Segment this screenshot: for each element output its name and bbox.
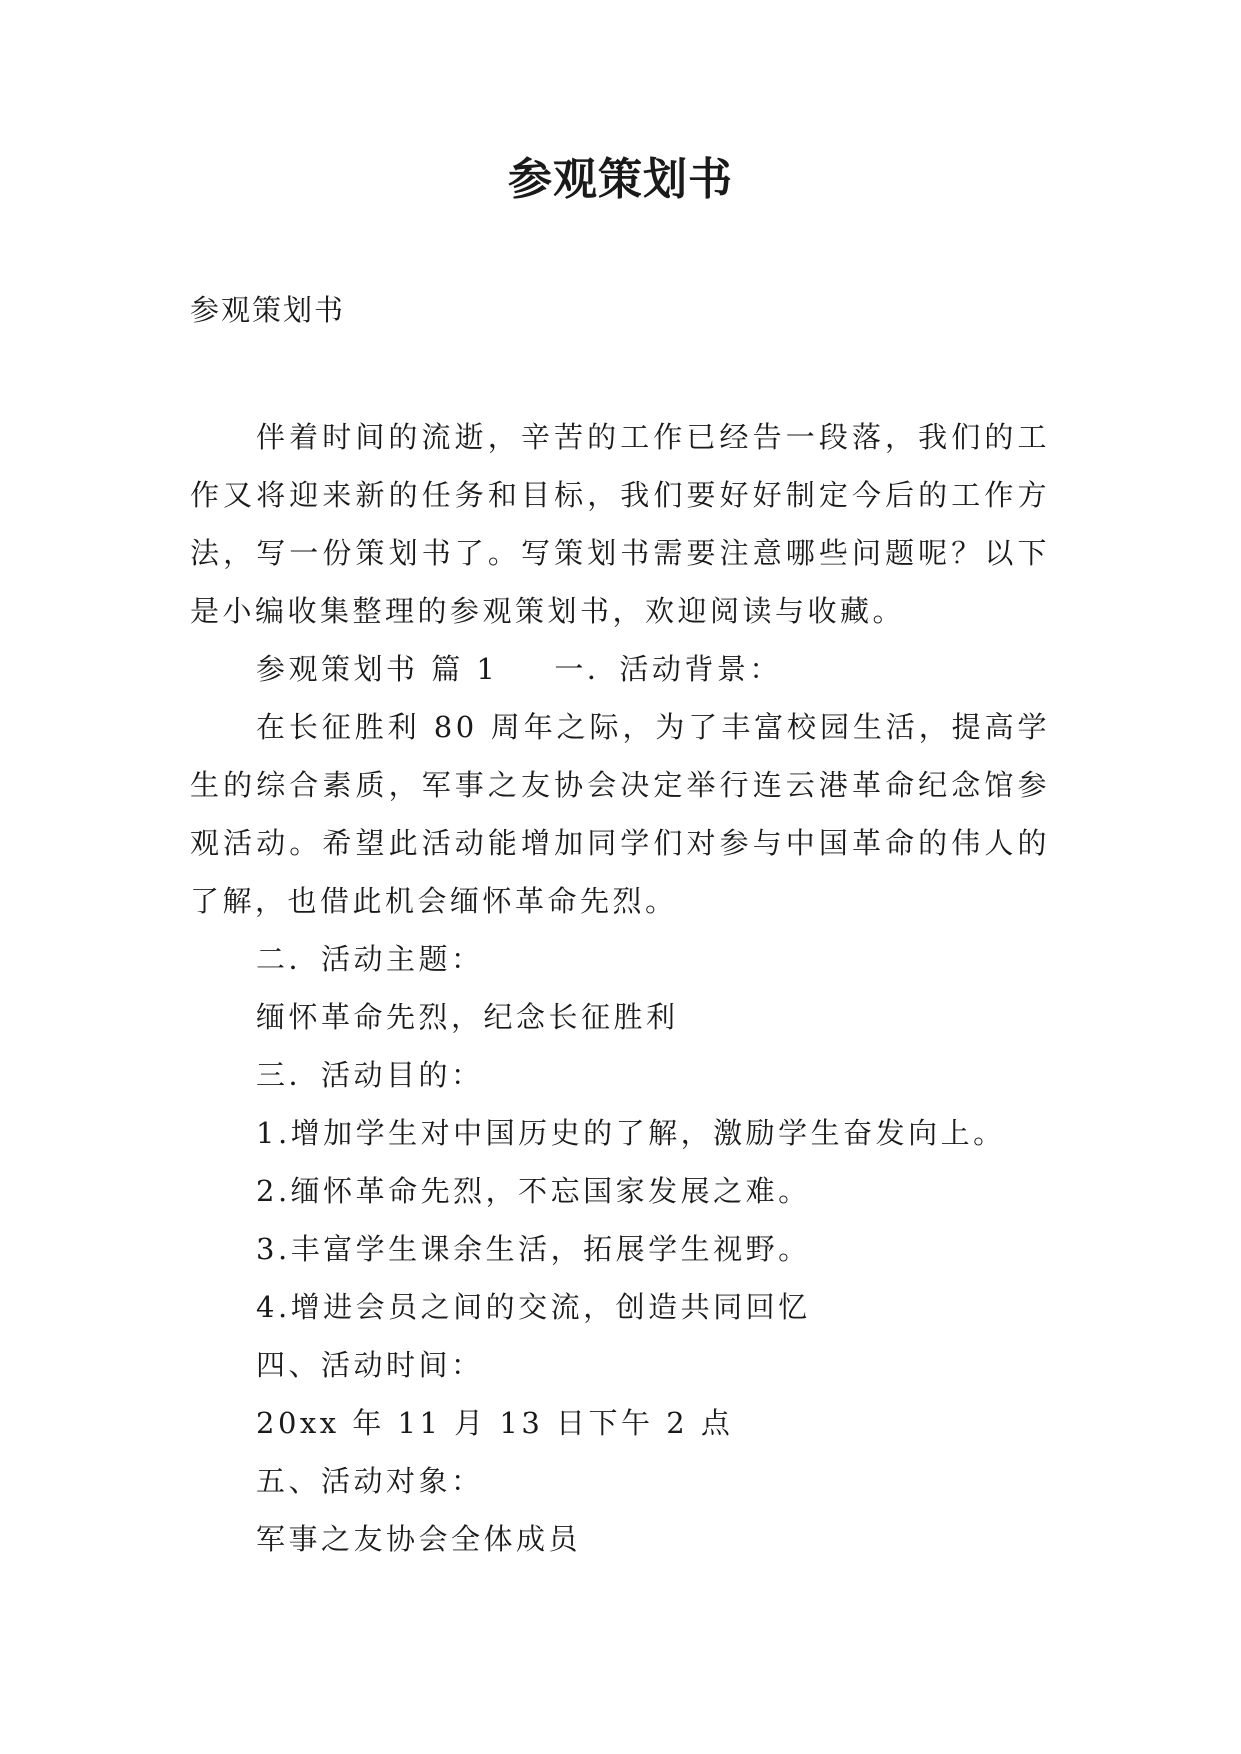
document-body (190, 408, 1050, 1568)
heading-background: 一．活动背景： (554, 652, 782, 686)
section-label: 参观策划书 篇 1 (256, 652, 499, 686)
goal-item: 1.增加学生对中国历史的了解，激励学生奋发向上。 (256, 1116, 1006, 1150)
heading-goals: 三．活动目的： (256, 1058, 484, 1092)
heading-time: 四、活动时间： (256, 1348, 484, 1382)
goal-item: 4.增进会员之间的交流，创造共同回忆 (256, 1290, 811, 1324)
time-text: 20xx 年 11 月 13 日下午 2 点 (256, 1406, 734, 1440)
audience-text: 军事之友协会全体成员 (256, 1522, 582, 1556)
goal-item: 3.丰富学生课余生活，拓展学生视野。 (256, 1232, 811, 1266)
section-header-line (190, 640, 1050, 698)
document-title: 参观策划书 (508, 154, 733, 205)
heading-theme: 二．活动主题： (256, 942, 484, 976)
theme-text: 缅怀革命先烈，纪念长征胜利 (256, 1000, 679, 1034)
goal-item: 2.缅怀革命先烈，不忘国家发展之难。 (256, 1174, 811, 1208)
intro-paragraph: 伴着时间的流逝，辛苦的工作已经告一段落，我们的工作又将迎来新的任务和目标，我们要好好制定今后的工作方法，写一份策划书了。写策划书需要注意哪些问题呢？以下是小编收集整理的参观策划书，欢迎阅读与收藏。 (190, 420, 1050, 628)
background-paragraph: 在长征胜利 80 周年之际，为了丰富校园生活，提高学生的综合素质，军事之友协会决定举行连云港革命纪念馆参观活动。希望此活动能增加同学们对参与中国革命的伟人的了解，也借此机会缅怀革命先烈。 (190, 710, 1050, 918)
document-subtitle: 参观策划书 (190, 293, 346, 327)
heading-audience: 五、活动对象： (256, 1464, 484, 1498)
